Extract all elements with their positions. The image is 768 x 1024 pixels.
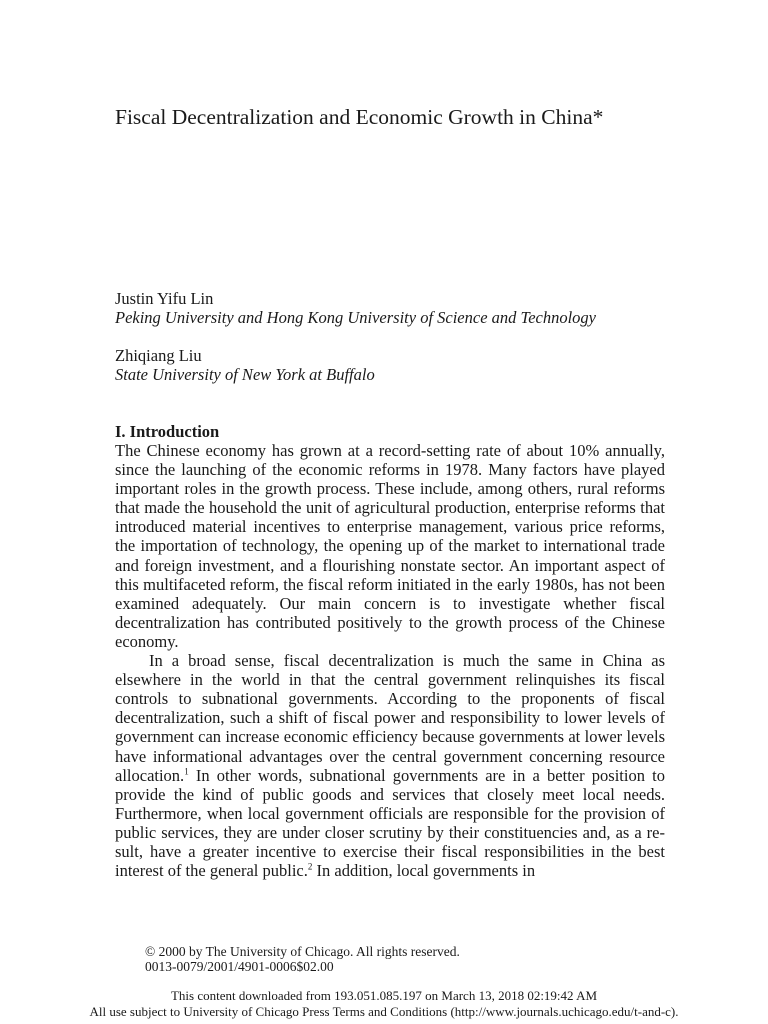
footnote-marker[interactable]: 2	[307, 861, 313, 872]
copyright-notice	[145, 944, 665, 974]
introduction-section	[115, 422, 665, 880]
copyright-line: © 2000 by The University of Chicago. All rights reserved.	[145, 944, 460, 959]
terms-line: All use subject to University of Chicago Press Terms and Conditions (http://www.journals.uchicago.edu/t-and-c).	[89, 1004, 679, 1019]
footnote-marker[interactable]: 1	[184, 766, 189, 777]
paragraph-text: In addition, local governments in	[312, 861, 536, 881]
body-paragraph: The Chinese economy has grown at a record-setting rate of about 10% annually, since the launching of the economic reforms in 1978. Many factors have played important roles in the growth process. These include, among others, rural reforms that made the household the unit of agricultural production, enterprise reforms that introduced material incentives to enterprise management, various price reforms, the importation of technology, the opening up of the market to international trade and foreign investment, and a flourishing nonstate sector. An important aspect of this multifaceted reform, the fiscal reform initiated in the early 1980s, has not been examined adequately. Our main concern is to investigate whether fiscal decentralization has contributed positively to the growth process of the Chinese economy.	[115, 441, 665, 651]
paragraph-text: In a broad sense, fiscal decentralization is much the same in China as elsewhere in the world in that the central government relinquishes its fiscal controls to subnational governments. According to the proponents of fiscal decentralization, such a shift of fiscal power and responsibility to lower levels of government can increase economic efficiency because governments at lower levels have informational advantages over the central government concerning resource allocation.	[115, 651, 665, 785]
article-title: Fiscal Decentralization and Economic Growth in China*	[115, 105, 604, 129]
author-list	[115, 289, 675, 384]
author-affiliation: Peking University and Hong Kong University of Science and Technology	[115, 308, 596, 327]
author-name: Justin Yifu Lin	[115, 289, 214, 308]
download-notice	[0, 988, 768, 1020]
author-name: Zhiqiang Liu	[115, 346, 202, 365]
paragraph-text: In other words, subnational governments are in a better position to provide the kind of public goods and services that closely meet local needs. Furthermore, when local government officials are responsible for the provision of public services, they are under closer scrutiny by their constituencies and, as a result, have a greater incentive to exercise their fiscal responsibilities in the best interest of the general public.	[115, 765, 665, 881]
body-paragraph	[115, 651, 665, 880]
issn-line: 0013-0079/2001/4901-0006$02.00	[145, 959, 334, 974]
author-affiliation: State University of New York at Buffalo	[115, 365, 375, 384]
section-heading: I. Introduction	[115, 422, 220, 441]
download-info: This content downloaded from 193.051.085.197 on March 13, 2018 02:19:42 AM	[170, 988, 598, 1003]
author-entry	[115, 289, 675, 327]
author-entry	[115, 346, 675, 384]
